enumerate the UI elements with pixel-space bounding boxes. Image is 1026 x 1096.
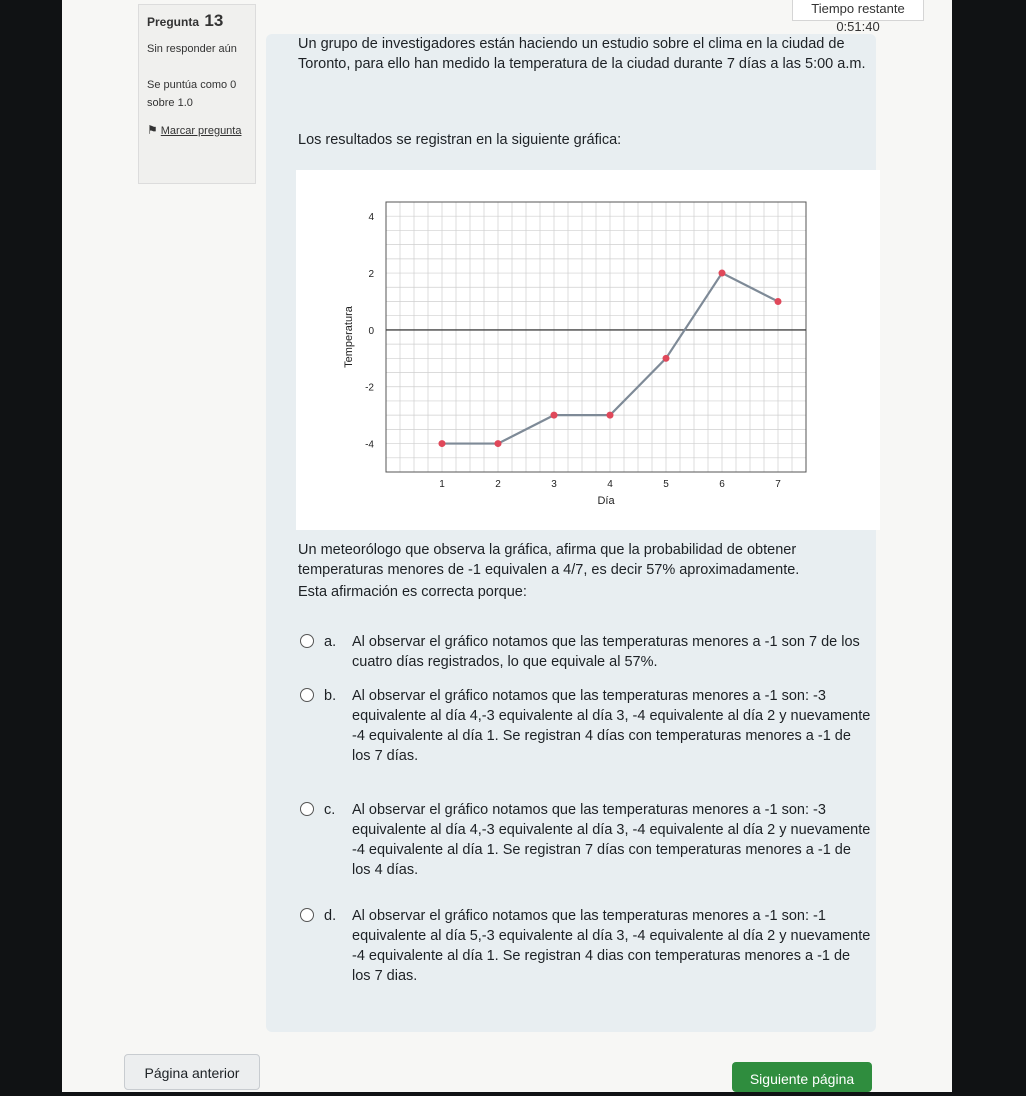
data-point [551,412,558,419]
y-tick-label: -2 [365,382,374,394]
previous-page-button[interactable]: Página anterior [124,1054,260,1090]
radio-b[interactable] [300,688,314,702]
timer-label: Tiempo restante [811,1,905,16]
timer-value: 0:51:40 [836,19,880,34]
question-info [138,4,256,184]
y-axis-label: Temperatura [343,306,355,368]
question-grade: Se puntúa como 0 sobre 1.0 [147,79,237,109]
radio-d[interactable] [300,908,314,922]
radio-c[interactable] [300,802,314,816]
prompt: Esta afirmación es correcta porque: [298,584,527,600]
option-letter: a. [324,634,337,650]
option-letter: d. [324,908,337,924]
option-letter: b. [324,688,337,704]
question-number: Pregunta 13 [147,11,224,30]
option-text: Al observar el gráfico notamos que las temperaturas menores a -1 son 7 de los cuatro días registrados, lo que equivale al 57%. [352,634,860,670]
y-tick-label: -4 [365,439,374,451]
temperature-chart [296,170,880,530]
question-intro: Un grupo de investigadores están haciendo un estudio sobre el clima en la ciudad de Toronto, para ello han medido la temperatura de la ciudad durante 7 días a las 5:00 a.m. [298,36,866,72]
data-point [439,440,446,447]
option-letter: c. [324,802,336,818]
x-tick-label: 1 [439,479,445,490]
radio-a[interactable] [300,634,314,648]
x-tick-label: 2 [495,479,501,490]
data-point [719,270,726,277]
x-axis-label: Día [597,495,615,507]
option-text: Al observar el gráfico notamos que las temperaturas menores a -1 son: -1 equivalente al día 5,-3 equivalente al día 3, -4 equivalente al día 2 y nuevamente -4 equivalente al día 1. Se registran 4 dias con temperaturas menores a -1 de los 7 dias. [352,908,871,984]
next-page-button[interactable]: Siguiente página [732,1062,872,1092]
x-tick-label: 4 [607,479,613,490]
question-status: Sin responder aún [147,43,237,55]
data-point [663,355,670,362]
x-tick-label: 3 [551,479,557,490]
results-intro: Los resultados se registran en la siguiente gráfica: [298,132,622,148]
y-tick-label: 4 [368,212,374,224]
x-tick-label: 7 [775,479,781,490]
flag-question-link[interactable]: ⚑ Marcar pregunta [147,123,242,137]
x-tick-label: 5 [663,479,669,490]
data-point [607,412,614,419]
data-point [495,440,502,447]
option-text: Al observar el gráfico notamos que las temperaturas menores a -1 son: -3 equivalente al día 4,-3 equivalente al día 3, -4 equivalente al día 2 y nuevamente -4 equivalente al día 1. Se registran 4 días con temperaturas menores a -1 de los 7 días. [352,688,871,764]
y-tick-label: 2 [368,269,374,281]
statement: Un meteorólogo que observa la gráfica, afirma que la probabilidad de obtener temperaturas menores de -1 equivalen a 4/7, es decir 57% aproximadamente. [298,542,800,578]
x-tick-label: 6 [719,479,725,490]
y-tick-label: 0 [368,325,374,337]
timer [792,0,924,34]
option-text: Al observar el gráfico notamos que las temperaturas menores a -1 son: -3 equivalente al día 4,-3 equivalente al día 3, -4 equivalente al día 2 y nuevamente -4 equivalente al día 1. Se registran 7 días con temperaturas menores a -1 de los 4 días. [352,802,871,878]
chart-container [296,170,880,530]
flag-icon: ⚑ [147,123,158,137]
data-point [775,298,782,305]
